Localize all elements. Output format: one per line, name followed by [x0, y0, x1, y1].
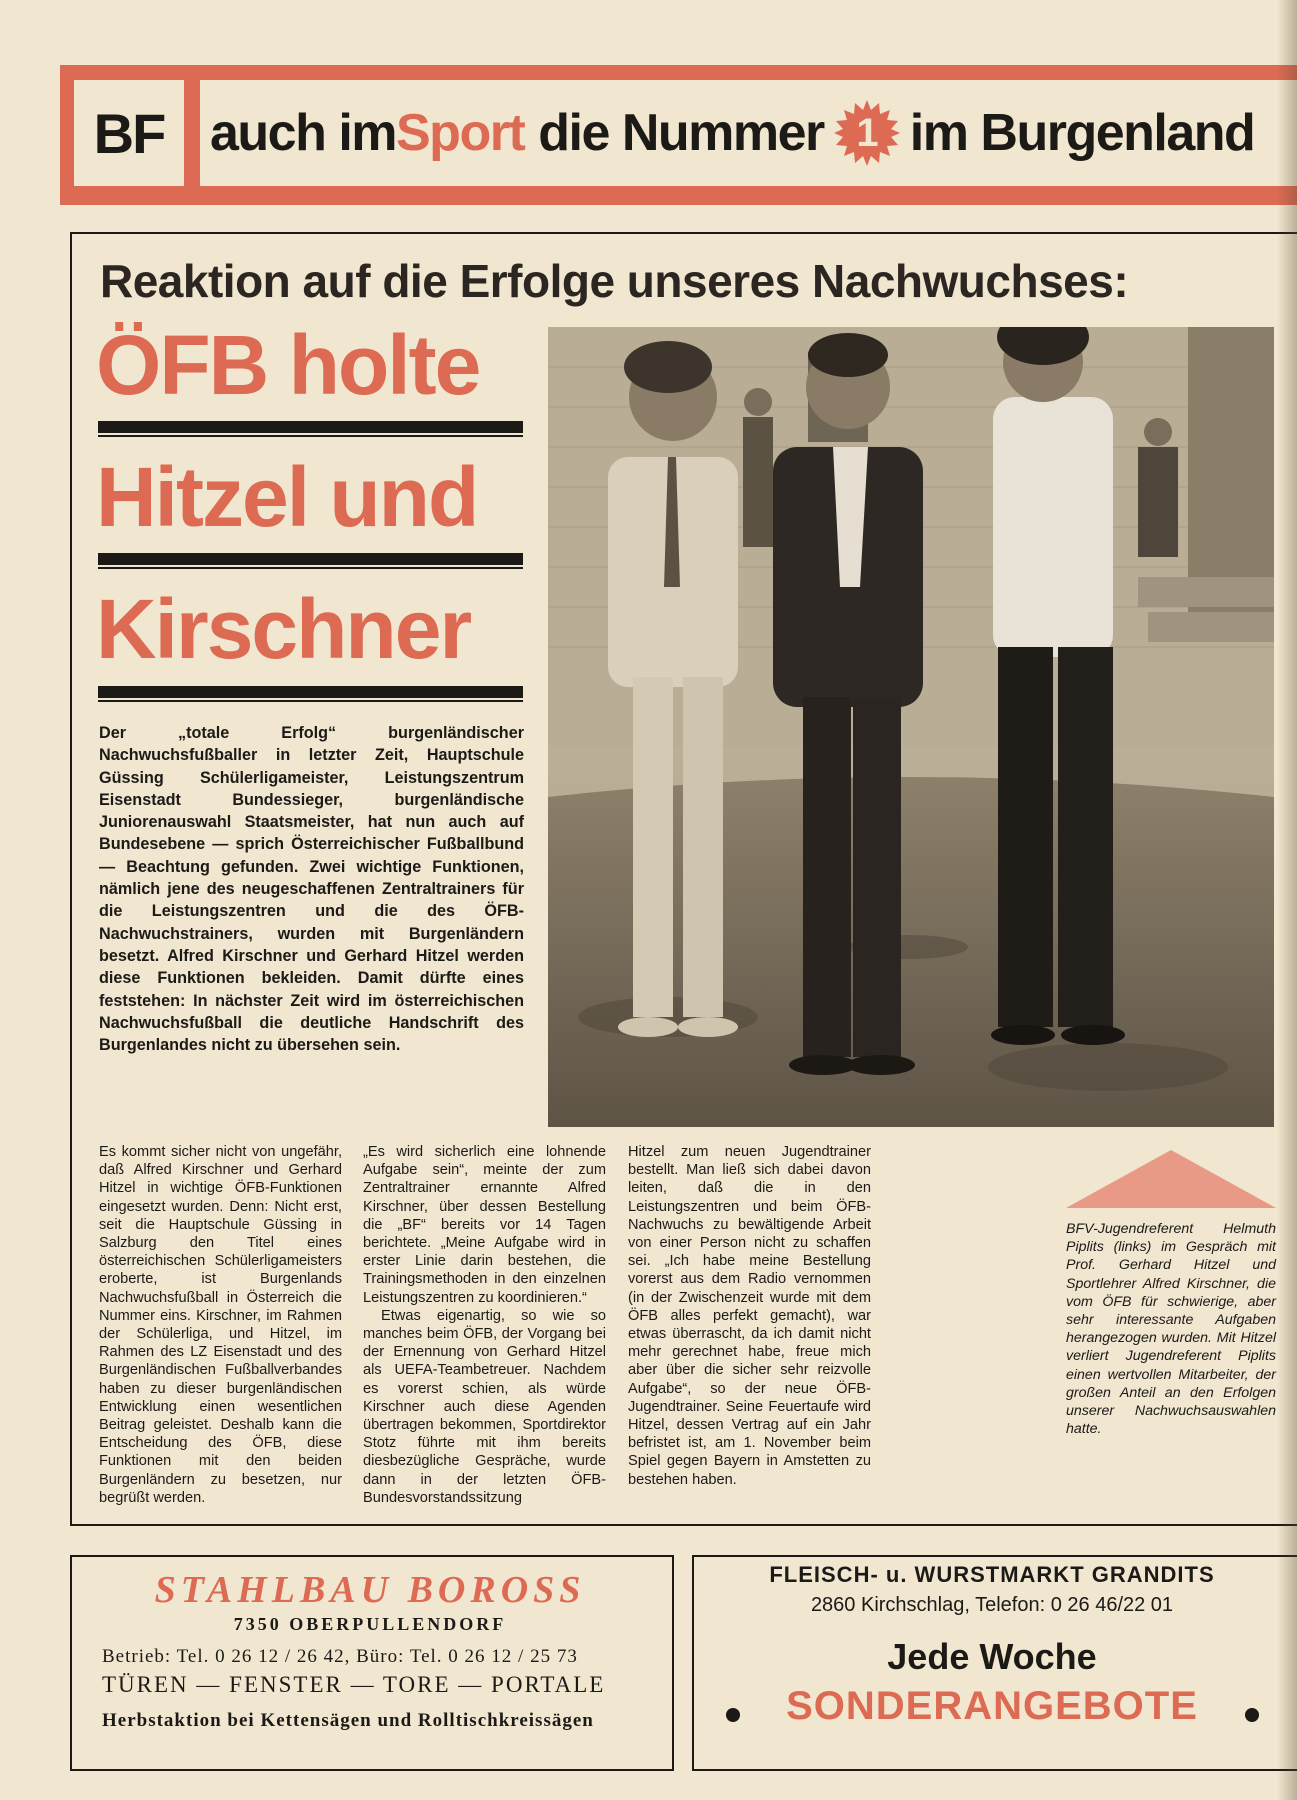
slogan-sport: Sport: [396, 104, 525, 162]
headline-rule-3: [98, 686, 523, 698]
article-kicker: Reaktion auf die Erfolge unseres Nachwuchses:: [100, 255, 1129, 307]
headline-line-3: Kirschner: [96, 582, 471, 676]
slogan-part-1: auch im: [210, 104, 396, 162]
article-column-1: [99, 1143, 342, 1507]
ad-stahlbau-products: TÜREN — FENSTER — TORE — PORTALE: [102, 1672, 606, 1697]
slogan-part-2: die Nummer: [538, 104, 824, 162]
column-2-paragraph-2: Etwas eigenartig, so wie so manches beim ÖFB, der Vorgang bei der Ernennung von Gerhard Hitzel als UEFA-Teambetreuer. Nachdem es vorerst schien, als würde Kirschner auch diese Agenden übertragen bekommen, Sportdirektor Stotz führte mit ihm bereits diesbezügliche Gespräche, wurde dann in der letzten ÖFB-Bundesvorstandssitzung: [363, 1307, 606, 1506]
ad-stahlbau-promo: Herbstaktion bei Kettensägen und Rolltischkreissägen: [102, 1710, 594, 1731]
badge-number: 1: [856, 110, 878, 155]
masthead-slogan: [210, 88, 1254, 178]
bullet-dot-icon: [726, 1708, 740, 1722]
ad-grandits-weekly: Jede Woche: [887, 1636, 1097, 1677]
article-column-2: [363, 1143, 606, 1507]
article-lead: Der „totale Erfolg“ burgenländischer Nachwuchsfußballer in letzter Zeit, Hauptschule Güssing Schülerligameister, Leistungszentrum Eisenstadt Bundessieger, burgenländische Juniorenauswahl Staatsmeister, hat nun auch auf Bundesebene — sprich Österreichischer Fußballbund — Beachtung gefunden. Zwei wichtige Funktionen, nämlich jene des neugeschaffenen Zentraltrainers für die Leistungszentren und die des ÖFB-Nachwuchstrainers, wurden mit Burgenländern besetzt. Alfred Kirschner und Gerhard Hitzel werden diese Funktionen bekleiden. Damit dürfte eines feststehen: In nächster Zeit wird im österreichischen Nachwuchsfußball die deutliche Handschrift des Burgenlandes nicht zu übersehen sein.: [99, 724, 524, 1055]
page-gutter-shadow: [1277, 0, 1297, 1800]
slogan-part-3: im Burgenland: [909, 104, 1255, 162]
column-2-paragraph-1: „Es wird sicherlich eine lohnende Aufgabe sein“, meinte der zum Zentraltrainer ernannte Alfred Kirschner, über dessen Bestellung die „BF“ bereits vor 14 Tagen berichtete. „Meine Aufgabe wird in erster Linie darin bestehen, die Trainingsmethoden in den einzelnen Leistungszentren zu koordinieren.“: [363, 1144, 606, 1306]
ad-grandits-name: FLEISCH- u. WURSTMARKT GRANDITS: [769, 1562, 1215, 1587]
bullet-dot-icon: [1245, 1708, 1259, 1722]
ad-grandits-offers: SONDERANGEBOTE: [786, 1684, 1198, 1728]
ad-grandits-address: 2860 Kirchschlag, Telefon: 0 26 46/22 01: [810, 1594, 1174, 1616]
photo-caption: BFV-Jugendreferent Helmuth Piplits (links) im Gespräch mit Prof. Gerhard Hitzel und Sportlehrer Alfred Kirschner, die vom ÖFB für schwierige, aber sehr interessante Aufgaben herangezogen wurden. Mit Hitzel verliert Jugendreferent Piplits einen wertvollen Mitarbeiter, der großen Anteil an den Erfolgen unserer Nachwuchsauswahlen hatte.: [1066, 1221, 1276, 1438]
ad-stahlbau-name: STAHLBAU BOROSS: [154, 1569, 586, 1611]
caption-arrow-icon: [1066, 1150, 1276, 1208]
ad-stahlbau-phone: Betrieb: Tel. 0 26 12 / 26 42, Büro: Tel. 0 26 12 / 25 73: [102, 1646, 578, 1667]
column-3-text: Hitzel zum neuen Jugendtrainer bestellt. Man ließ sich dabei davon leiten, daß die in den Leistungszentren und beim ÖFB-Nachwuchs zu bewältigende Arbeit von einer Person nicht zu schaffen sei. „Ich habe meine Bestellung vorerst aus dem Radio vernommen (in der Zwischenzeit wurde mit dem ÖFB alles perfekt gemacht), war etwas überrascht, da ich damit nicht mehr gerechnet habe, freue mich aber über die sicher sehr reizvolle Aufgabe“, so der neue ÖFB-Jugendtrainer. Seine Feuertaufe wird Hitzel, dessen Vertrag auf ein Jahr befristet ist, am 1. November beim Spiel gegen Bayern in Amstetten zu bestehen haben.: [628, 1144, 871, 1488]
article-column-3: [628, 1143, 871, 1489]
headline-rule-2: [98, 553, 523, 565]
headline-rule-1: [98, 421, 523, 433]
masthead-logo: BF: [93, 101, 165, 165]
starburst-badge-icon: [834, 100, 900, 166]
headline-line-2: Hitzel und: [96, 450, 478, 544]
column-1-text: Es kommt sicher nicht von ungefähr, daß Alfred Kirschner und Gerhard Hitzel in wichtige ÖFB-Funktionen eingesetzt wurden. Denn: Nicht erst, seit die Hauptschule Güssing in Salzburg den Titel eines österreichischen Schülerligameisters eroberte, ist Burgenlands Nachwuchsfußball in Österreich die Nummer eins. Kirschner, im Rahmen der Schülerliga, und Hitzel, im Rahmen des LZ Eisenstadt und des Burgenländischen Fußballverbandes haben zu dieser burgenländischen Entwicklung einen wesentlichen Beitrag geleistet. Deshalb kann die Entscheidung des ÖFB, diese Funktionen mit den beiden Burgenländern zu besetzen, nur begrüßt werden.: [99, 1144, 342, 1506]
headline-line-1: ÖFB holte: [96, 318, 480, 412]
article-photo: [548, 327, 1274, 1127]
ad-stahlbau-city: 7350 OBERPULLENDORF: [233, 1614, 507, 1634]
